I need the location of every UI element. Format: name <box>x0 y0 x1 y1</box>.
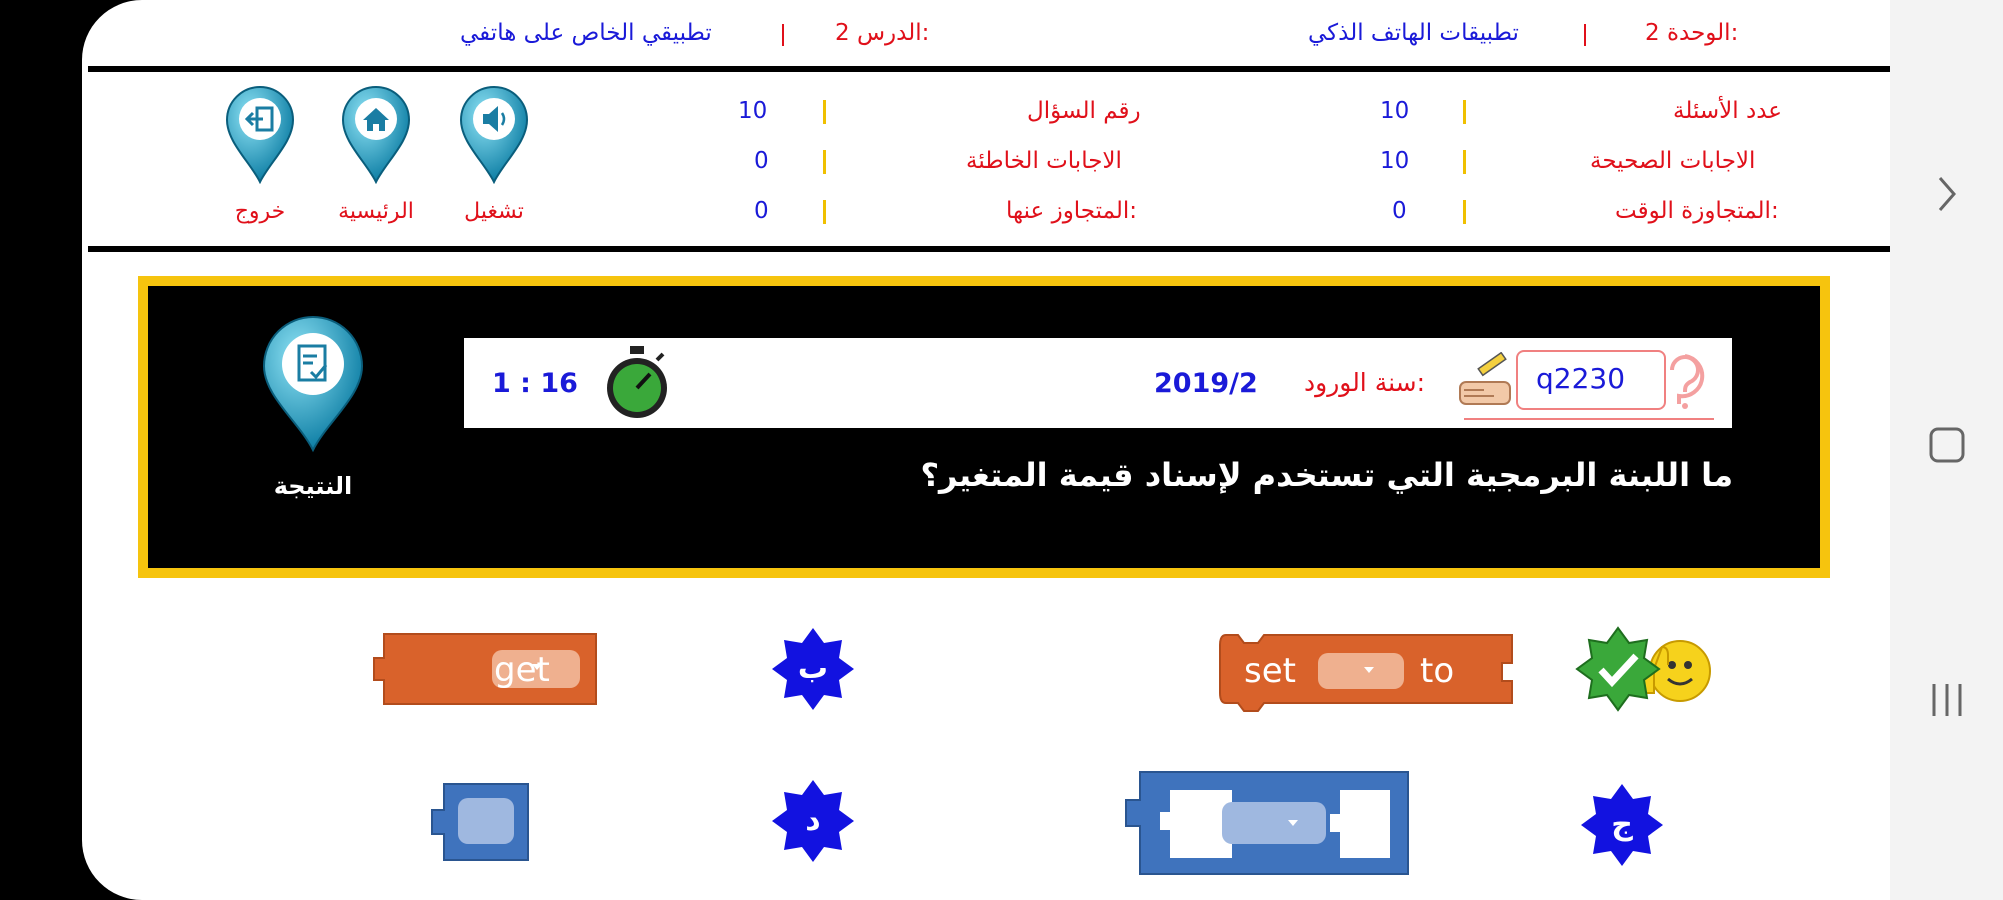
get-block-text: get <box>494 650 550 690</box>
stat-separator <box>1463 200 1466 224</box>
question-panel <box>138 276 1830 578</box>
unit-label: الوحدة 2: <box>1645 20 1739 46</box>
home-icon <box>341 84 411 184</box>
question-text: ما اللبنة البرمجية التي تستخدم لإسناد قيمة المتغير؟ <box>920 456 1733 494</box>
header-divider <box>1584 24 1586 46</box>
middle-rule <box>88 246 1890 252</box>
correct-answers-label: الاجابات الصحيحة <box>1590 148 1756 174</box>
skipped-label: المتجاوز عنها: <box>1006 198 1138 224</box>
play-button[interactable] <box>434 84 554 234</box>
year-label: سنة الورود: <box>1304 368 1426 397</box>
code-underline <box>1464 418 1714 420</box>
timeout-label: المتجاوزة الوقت: <box>1615 198 1779 224</box>
set-block-text: set <box>1244 651 1296 691</box>
empty-value-block <box>422 782 530 862</box>
home-square-icon[interactable] <box>1928 426 1966 464</box>
get-variable-block <box>362 632 600 706</box>
option-b-letter: ب <box>797 651 829 686</box>
stopwatch-icon <box>602 344 672 422</box>
correct-answers-value: 10 <box>1380 148 1410 174</box>
stat-separator <box>1463 150 1466 174</box>
equals-operator-text: = <box>1340 804 1369 844</box>
exit-label: خروج <box>234 199 286 224</box>
system-navigation-bar <box>1890 0 2003 900</box>
option-c-letter: ج <box>1611 807 1633 842</box>
lesson-label: الدرس 2: <box>835 20 930 46</box>
question-number-label: رقم السؤال <box>1027 98 1141 124</box>
unit-value: تطبيقات الهاتف الذكي <box>1308 20 1519 46</box>
result-button[interactable] <box>248 314 378 504</box>
chevron-right-icon[interactable] <box>1934 174 1960 214</box>
home-button[interactable] <box>316 84 436 234</box>
stat-separator <box>823 100 826 124</box>
skipped-value: 0 <box>754 198 769 224</box>
stat-separator <box>823 200 826 224</box>
result-label: النتيجة <box>273 472 353 500</box>
option-c[interactable] <box>1112 768 1672 878</box>
questions-count-label: عدد الأسئلة <box>1673 98 1783 124</box>
app-screen <box>82 0 1890 900</box>
exit-icon <box>225 84 295 184</box>
timer-value: 1 : 16 <box>492 368 578 399</box>
question-info-bar <box>464 338 1732 428</box>
option-a[interactable] <box>1132 615 1752 725</box>
option-b[interactable] <box>362 620 882 720</box>
stat-separator <box>1463 100 1466 124</box>
question-number-value: 10 <box>738 98 768 124</box>
questions-count-value: 10 <box>1380 98 1410 124</box>
top-rule <box>88 66 1890 72</box>
wrong-answers-value: 0 <box>754 148 769 174</box>
home-label: الرئيسية <box>338 199 414 224</box>
option-d[interactable] <box>422 770 882 870</box>
option-d-letter: د <box>805 803 821 838</box>
writing-hand-icon <box>1454 352 1518 412</box>
recent-apps-icon[interactable] <box>1928 680 1966 720</box>
lesson-value: تطبيقي الخاص على هاتفي <box>460 20 712 46</box>
question-code: q2230 <box>1536 362 1626 395</box>
correct-check-star-icon <box>1575 626 1661 712</box>
exit-button[interactable] <box>200 84 320 234</box>
to-block-text: to <box>1420 651 1455 691</box>
year-value: 2019/2 <box>1154 368 1258 399</box>
header-divider <box>782 24 784 46</box>
wrong-answers-label: الاجابات الخاطئة <box>966 148 1122 174</box>
result-clipboard-icon <box>261 314 365 454</box>
speaker-icon <box>459 84 529 184</box>
stat-separator <box>823 150 826 174</box>
play-label: تشغيل <box>464 199 524 224</box>
timeout-value: 0 <box>1392 198 1407 224</box>
